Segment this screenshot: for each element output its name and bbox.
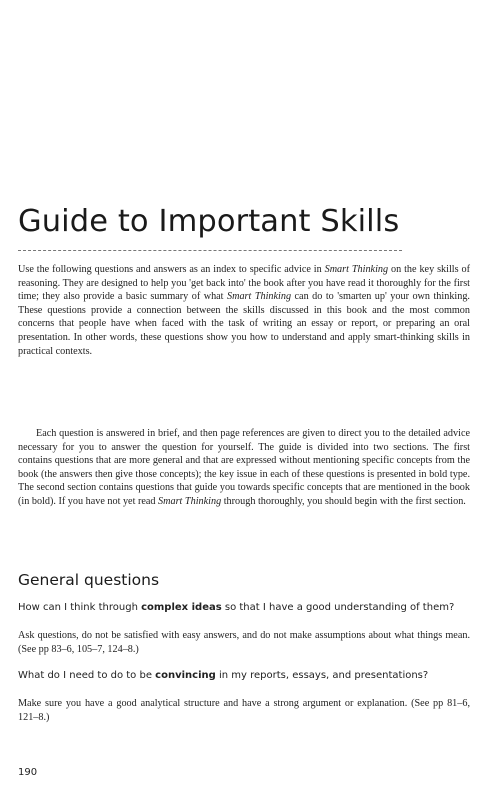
title-divider [18,250,402,251]
page-number: 190 [18,767,38,778]
key-issue: complex ideas [141,602,222,613]
key-issue: convincing [155,670,216,681]
question-2: What do I need to do to be convincing in my reports, essays, and presentations? [18,670,429,681]
chapter-title: Guide to Important Skills [18,204,400,239]
question-1: How can I think through complex ideas so that I have a good understanding of them? [18,602,455,613]
intro-paragraph-2: Each question is answered in brief, and then page references are given to direct you to the detailed advice necessary for you to answer the question for yourself. The guide is divided into two sections. The first contains questions that are more general and that are expressed without mentioning specific concepts from the book (the answers then give those concepts); the key issue in each of these questions is presented in bold type. The second section contains questions that guide you towards specific concepts that are mentioned in the book (in bold). If you have not yet read Smart Thinking through thoroughly, you should begin with the first section. [18,428,470,507]
intro-paragraph-1: Use the following questions and answers as an index to specific advice in Smart Thinking on the key skills of reasoning. They are designed to help you 'get back into' the book after you have read it thoroughly for the first time; they also provide a basic summary of what Smart Thinking can do to 'smarten up' your own thinking. These questions provide a connection between the skills discussed in this book and the most common concerns that people have when faced with the task of writing an essay or report, or preparing an oral presentation. In other words, these questions show you how to understand and apply smart-thinking skills in practical contexts. [18,264,470,357]
book-title: Smart Thinking [324,264,389,275]
answer-1: Ask questions, do not be satisfied with easy answers, and do not make assumptions about what things mean. (See pp 83–6, 105–7, 124–8.) [18,630,470,655]
book-title: Smart Thinking [227,291,292,303]
section-heading: General questions [18,571,160,589]
book-title: Smart Thinking [158,495,222,507]
answer-2: Make sure you have a good analytical structure and have a strong argument or explanation. (See pp 81–6, 121–8.) [18,698,470,723]
